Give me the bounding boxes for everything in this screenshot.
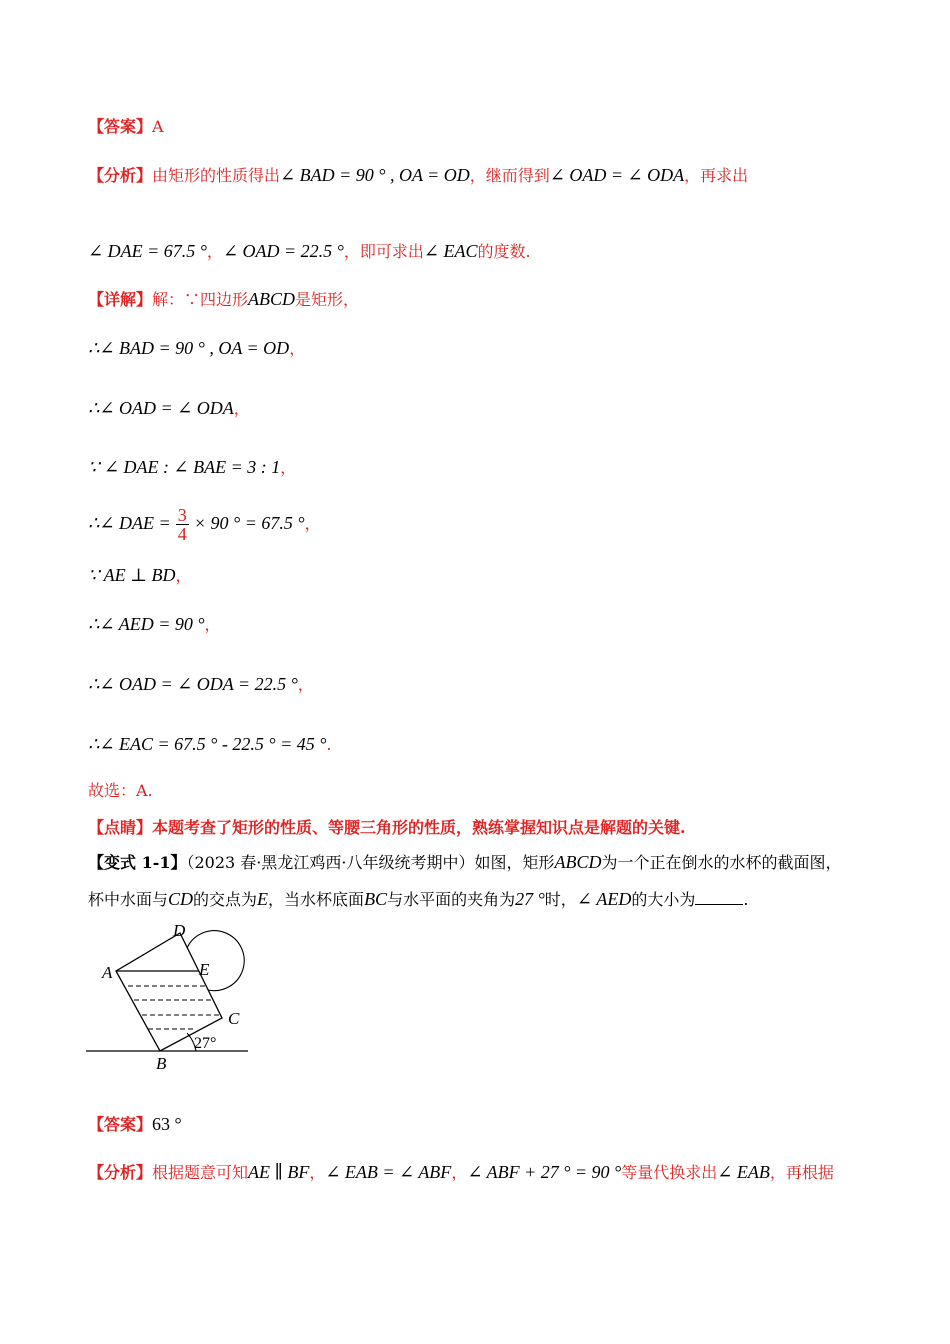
math-expression: ∴∠ BAD = 90 ° , OA = OD bbox=[88, 338, 290, 358]
label-b: B bbox=[156, 1054, 167, 1073]
analysis-text: ， bbox=[206, 242, 223, 261]
math-expression: ∴∠ DAE = bbox=[88, 513, 171, 533]
detail-step-6 bbox=[88, 613, 221, 636]
variant-text: 的大小为 bbox=[631, 890, 696, 909]
conclusion-text: 故选：A. bbox=[88, 781, 153, 800]
answer2-line bbox=[88, 1113, 182, 1136]
math-expression: ∠ OAD = ∠ ODA bbox=[549, 165, 685, 185]
variant-text: （2023 春·黑龙江鸡西·八年级统考期中）如图，矩形 bbox=[186, 853, 555, 872]
math-expression: ∴∠ OAD = ∠ ODA = 22.5 ° bbox=[88, 674, 298, 694]
math-expression: ∴∠ EAC = 67.5 ° - 22.5 ° = 45 ° bbox=[88, 734, 327, 754]
math-expression: E bbox=[257, 889, 269, 909]
variant-tag: 【变式 1-1】 bbox=[88, 853, 187, 872]
label-d: D bbox=[173, 921, 186, 940]
analysis-text: 的度数. bbox=[477, 242, 531, 261]
answer-line bbox=[88, 116, 164, 138]
angle-arc-e bbox=[187, 931, 244, 991]
analysis-text: ，即可求出 bbox=[343, 242, 424, 261]
analysis-text: 由矩形的性质得出 bbox=[152, 166, 281, 185]
math-expression: ∠ BAD = 90 ° , OA = OD bbox=[280, 165, 470, 185]
comment-tag: 【点睛】 bbox=[88, 818, 153, 837]
fraction-denominator: 4 bbox=[177, 524, 187, 544]
detail-step-8 bbox=[88, 733, 332, 756]
detail-step-3 bbox=[88, 456, 296, 479]
punctuation: . bbox=[326, 735, 332, 754]
analysis2-line bbox=[88, 1161, 834, 1184]
detail-text: 解：∵四边形 bbox=[152, 290, 249, 309]
detail-tag: 【详解】 bbox=[88, 290, 153, 309]
detail-text: 是矩形， bbox=[295, 290, 360, 309]
fraction bbox=[176, 506, 189, 543]
detail-conclusion bbox=[88, 780, 153, 802]
variant-text: ，当水杯底面 bbox=[268, 890, 365, 909]
math-expression: ∠ EAB = ∠ ABF bbox=[325, 1162, 452, 1182]
variant-text: 杯中水面与 bbox=[88, 890, 169, 909]
punctuation: ， bbox=[175, 566, 192, 585]
math-expression: 27 ° bbox=[515, 889, 545, 909]
punctuation: ， bbox=[304, 514, 321, 533]
detail-step-7 bbox=[88, 673, 314, 696]
math-expression: ∠ DAE = 67.5 ° bbox=[88, 241, 207, 261]
label-c: C bbox=[228, 1009, 240, 1028]
punctuation: . bbox=[743, 890, 749, 909]
analysis-text: ，再根据 bbox=[769, 1163, 834, 1182]
rectangle-abcd bbox=[116, 933, 222, 1051]
analysis-text: ， bbox=[451, 1163, 468, 1182]
analysis-line-2 bbox=[88, 240, 531, 263]
math-expression: AE ∥ BF bbox=[248, 1162, 310, 1182]
analysis-text: 根据题意可知 bbox=[152, 1163, 249, 1182]
math-expression: CD bbox=[168, 889, 194, 909]
answer-value: A bbox=[152, 117, 164, 136]
answer-tag: 【答案】 bbox=[88, 117, 153, 136]
detail-step-5 bbox=[88, 564, 192, 587]
math-expression: ∴∠ AED = 90 ° bbox=[88, 614, 205, 634]
math-expression: BC bbox=[364, 889, 388, 909]
detail-step-4 bbox=[88, 506, 321, 543]
answer-blank bbox=[695, 890, 743, 905]
punctuation: ， bbox=[204, 615, 221, 634]
label-e: E bbox=[199, 960, 210, 979]
math-expression: ∵ ∠ DAE : ∠ BAE = 3 : 1 bbox=[88, 457, 281, 477]
analysis-text: 等量代换求出 bbox=[621, 1163, 718, 1182]
math-expression: ∠ EAC bbox=[423, 241, 478, 261]
answer-tag: 【答案】 bbox=[88, 1115, 153, 1134]
detail-step-2 bbox=[88, 397, 250, 420]
variant-text: 的交点为 bbox=[193, 890, 258, 909]
analysis-text: ，继而得到 bbox=[469, 166, 550, 185]
answer-value: 63 ° bbox=[152, 1114, 182, 1134]
comment-line bbox=[88, 817, 686, 839]
analysis-line-1 bbox=[88, 164, 748, 187]
analysis-tag: 【分析】 bbox=[88, 166, 153, 185]
analysis-tag: 【分析】 bbox=[88, 1163, 153, 1182]
analysis-text: ，再求出 bbox=[684, 166, 749, 185]
analysis-text: ， bbox=[309, 1163, 326, 1182]
math-expression: ∠ EAB bbox=[717, 1162, 770, 1182]
math-expression: ∠ OAD = 22.5 ° bbox=[222, 241, 344, 261]
punctuation: ， bbox=[297, 675, 314, 694]
math-expression: ABCD bbox=[554, 852, 602, 872]
math-expression: ∵ AE ⊥ BD bbox=[88, 565, 176, 585]
water-dashes bbox=[128, 986, 219, 1029]
punctuation: ， bbox=[289, 339, 306, 358]
detail-step-1 bbox=[88, 337, 305, 360]
variant-line-2 bbox=[88, 888, 749, 911]
label-a: A bbox=[102, 963, 113, 982]
punctuation: ， bbox=[233, 399, 250, 418]
math-expression: ∠ AED bbox=[576, 889, 632, 909]
math-expression: ∴∠ OAD = ∠ ODA bbox=[88, 398, 234, 418]
fraction-numerator: 3 bbox=[177, 505, 187, 525]
variant-text: 与水平面的夹角为 bbox=[387, 890, 516, 909]
variant-text: 为一个正在倒水的水杯的截面图， bbox=[601, 853, 842, 872]
detail-line-intro bbox=[88, 288, 359, 311]
math-expression: ∠ ABF + 27 ° = 90 ° bbox=[467, 1162, 622, 1182]
variant-text: 时， bbox=[544, 890, 577, 909]
math-expression: × 90 ° = 67.5 ° bbox=[193, 513, 305, 533]
water-cup-figure bbox=[84, 918, 254, 1078]
angle-label: 27° bbox=[194, 1035, 217, 1052]
variant-line-1 bbox=[88, 851, 841, 874]
comment-text: 本题考查了矩形的性质、等腰三角形的性质，熟练掌握知识点是解题的关键. bbox=[152, 818, 686, 837]
punctuation: ， bbox=[280, 458, 297, 477]
math-expression: ABCD bbox=[248, 289, 296, 309]
